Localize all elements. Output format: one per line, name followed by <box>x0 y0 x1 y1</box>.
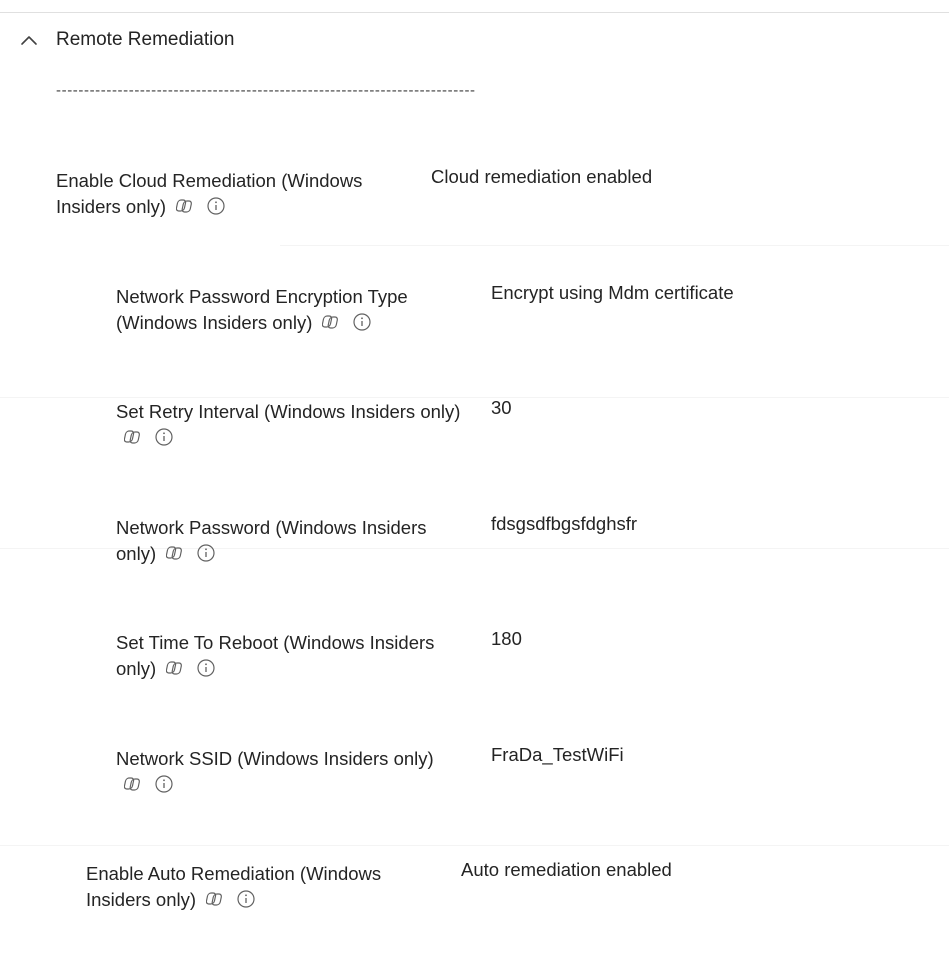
copilot-icon[interactable] <box>124 427 144 447</box>
row-divider <box>280 245 949 246</box>
setting-label-line1: Network Password Encryption Type <box>116 286 408 307</box>
setting-label-line1: Set Retry Interval (Windows Insiders only) <box>116 401 461 422</box>
setting-label <box>116 515 426 567</box>
setting-set-time-to-reboot <box>116 630 936 690</box>
info-icon[interactable] <box>154 427 174 447</box>
setting-label <box>116 630 434 682</box>
setting-value: Auto remediation enabled <box>461 859 672 880</box>
setting-enable-cloud-remediation <box>56 168 936 228</box>
section-title: Remote Remediation <box>56 29 235 50</box>
info-icon[interactable] <box>196 658 216 678</box>
setting-label-line2: Insiders only) <box>86 889 197 910</box>
info-icon[interactable] <box>236 889 256 909</box>
setting-label <box>56 168 362 220</box>
setting-label <box>86 861 381 913</box>
copilot-icon[interactable] <box>166 543 186 563</box>
copilot-icon[interactable] <box>176 196 196 216</box>
setting-set-retry-interval <box>116 399 936 459</box>
chevron-up-icon[interactable] <box>18 29 40 51</box>
setting-value: Cloud remediation enabled <box>431 166 653 187</box>
info-icon[interactable] <box>206 196 226 216</box>
info-icon[interactable] <box>154 774 174 794</box>
setting-label-line2: (Windows Insiders only) <box>116 312 313 333</box>
setting-value: fdsgsdfbgsfdghsfr <box>491 513 638 534</box>
top-divider <box>0 12 949 13</box>
setting-enable-auto-remediation <box>86 861 936 921</box>
copilot-icon[interactable] <box>322 312 342 332</box>
setting-label <box>116 746 434 798</box>
row-divider <box>0 845 949 846</box>
setting-label <box>116 399 460 451</box>
copilot-icon[interactable] <box>166 658 186 678</box>
setting-network-ssid <box>116 746 936 806</box>
setting-network-password-encryption-type <box>116 284 936 344</box>
copilot-icon[interactable] <box>206 889 226 909</box>
setting-label-line2: only) <box>116 543 157 564</box>
setting-label-line2: Insiders only) <box>56 196 167 217</box>
copilot-icon[interactable] <box>124 774 144 794</box>
setting-label-line1: Enable Cloud Remediation (Windows <box>56 170 363 191</box>
setting-value: 180 <box>491 628 522 649</box>
setting-label <box>116 284 408 336</box>
setting-value: 30 <box>491 397 512 418</box>
setting-label-line1: Enable Auto Remediation (Windows <box>86 863 382 884</box>
info-icon[interactable] <box>196 543 216 563</box>
setting-label-line1: Set Time To Reboot (Windows Insiders <box>116 632 435 653</box>
setting-label-line1: Network Password (Windows Insiders <box>116 517 427 538</box>
section-header-remote-remediation[interactable] <box>18 26 234 54</box>
setting-label-line1: Network SSID (Windows Insiders only) <box>116 748 434 769</box>
info-icon[interactable] <box>352 312 372 332</box>
section-separator: --------------------------------------------------------------------------- <box>56 82 476 99</box>
setting-value: Encrypt using Mdm certificate <box>491 282 734 303</box>
row-divider <box>0 397 949 398</box>
setting-label-line2: only) <box>116 658 157 679</box>
setting-network-password <box>116 515 936 575</box>
setting-value: FraDa_TestWiFi <box>491 744 624 765</box>
